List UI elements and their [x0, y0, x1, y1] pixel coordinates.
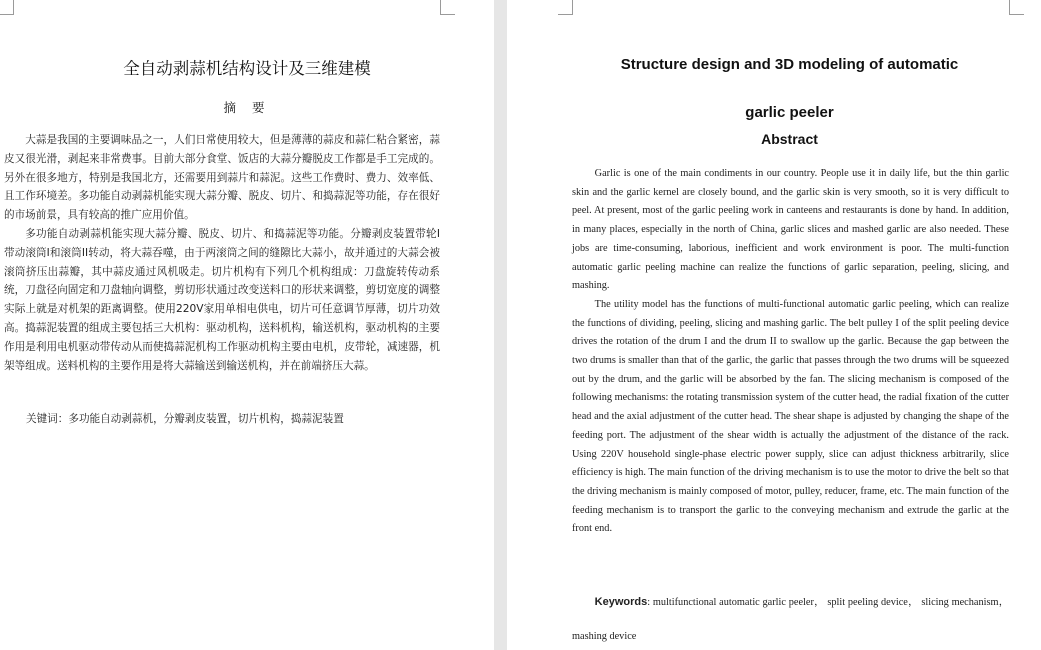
chinese-keywords-text: 多功能自动剥蒜机，分瓣剥皮装置，切片机构，捣蒜泥装置	[68, 413, 344, 425]
chinese-title: 全自动剥蒜机结构设计及三维建模	[123, 59, 371, 78]
english-keywords-label: Keywords	[594, 596, 648, 608]
english-title-line-1: Structure design and 3D modeling of automatic	[620, 56, 959, 73]
margin-corner-mark	[558, 0, 573, 15]
chinese-paragraph-1: 大蒜是我国的主要调味品之一，人们日常使用较大，但是薄薄的蒜皮和蒜仁粘合紧密，蒜皮又很光滑，剥起来非常费事。目前大部分食堂、饭店的大蒜分瓣脱皮工作都是手工完成的。另外在很多地方，特别是我国北方，还需要用到蒜片和蒜泥。这些工作费时、费力、效率低、且工作环境差。多功能自动剥蒜机能实现大蒜分瓣、脱皮、切片、和捣蒜泥等功能，存在很好的市场前景，具有较高的推广应用价值。	[4, 134, 440, 222]
english-paragraph-2: The utility model has the functions of multi-functional automatic garlic peeling, which can realize the functions of dividing, peeling, slicing and mashing garlic. The belt pulley I of the split peeling device drives the rotation of the drum I and the drum II to swallow up the garlic. Because the gap between the two drums is smaller than that of the garlic, the garlic that passes through the two drums will be squeezed out by the drum, and the garlic will be absorbed by the fan. The slicing mechanism is composed of the following mechanisms: the rotating transmission system of the cutter head, the radial fixation of the cutter head and the axial adjustment of the cutter head. The shear shape is adjusted by changing the shape of the feeding port. The adjustment of the shear width is actually the adjustment of the distance of the rack. Using 220V household single-phase electric power supply, slice can adjust thickness arbitrarily, slice efficiency is high. The main function of the driving mechanism is to use the motor to drive the belt so that the driving mechanism is mainly composed of motor, pulley, reducer, frame, etc. The main function of the feeding mechanism is to transport the garlic to the conveying mechanism and extrude the garlic at the front end.	[572, 298, 1009, 535]
english-abstract-heading: Abstract	[761, 131, 818, 147]
english-abstract-page	[507, 0, 1041, 650]
chinese-abstract-body	[4, 131, 440, 375]
margin-corner-mark	[440, 0, 455, 15]
english-title	[567, 41, 1012, 137]
margin-corner-mark	[0, 0, 14, 15]
chinese-keywords-label: 关键词：	[26, 413, 69, 425]
chinese-paragraph-2: 多功能自动剥蒜机能实现大蒜分瓣、脱皮、切片、和捣蒜泥等功能。分瓣剥皮装置带轮Ⅰ带动滚筒Ⅰ和滚筒ⅠⅠ转动，将大蒜吞噬，由于两滚筒之间的缝隙比大蒜小，故并通过的大蒜会被滚筒挤压出蒜瓣，其中蒜皮通过风机吸走。切片机构有下列几个机构组成：刀盘旋转传动系统，刀盘径向固定和刀盘轴向调整，剪切形状通过改变送料口的形状来调整，剪切宽度的调整实际上就是对机架的距离调整。使用220V家用单相电供电，切片可任意调节厚薄，切片功效高。捣蒜泥装置的组成主要包括三大机构：驱动机构，送料机构，输送机构，驱动机构的主要作用是利用电机驱动带传动从而使捣蒜泥机构工作驱动机构主要由电机，皮带轮，减速器，机架等组成。送料机构的主要作用是将大蒜输送到输送机构，并在前端挤压大蒜。	[4, 227, 440, 372]
chinese-abstract-page	[0, 0, 494, 650]
english-keywords	[572, 585, 1009, 650]
english-paragraph-1: Garlic is one of the main condiments in our country. People use it in daily life, but the thin garlic skin and the garlic kernel are closely bound, and the garlic skin is very smooth, so it is very difficult to peel. At present, most of the garlic peeling work in canteens and restaurants is done by hand. In addition, in many places, especially in the north of China, garlic slices and mashed garlic are also needed. These jobs are time-consuming, laborious, inefficient and work environment is poor. The multi-function automatic garlic peeling machine can realize the functions of garlic separation, peeling, slicing, and mashing.	[572, 168, 1009, 292]
english-keywords-text: : multifunctional automatic garlic peeler， split peeling device， slicing mechanism，mashing device	[572, 597, 1009, 642]
english-title-line-2: garlic peeler	[745, 104, 834, 121]
chinese-keywords	[26, 411, 446, 426]
english-abstract-body	[572, 165, 1009, 539]
chinese-abstract-heading: 摘 要	[223, 100, 271, 115]
margin-corner-mark	[1009, 0, 1024, 15]
